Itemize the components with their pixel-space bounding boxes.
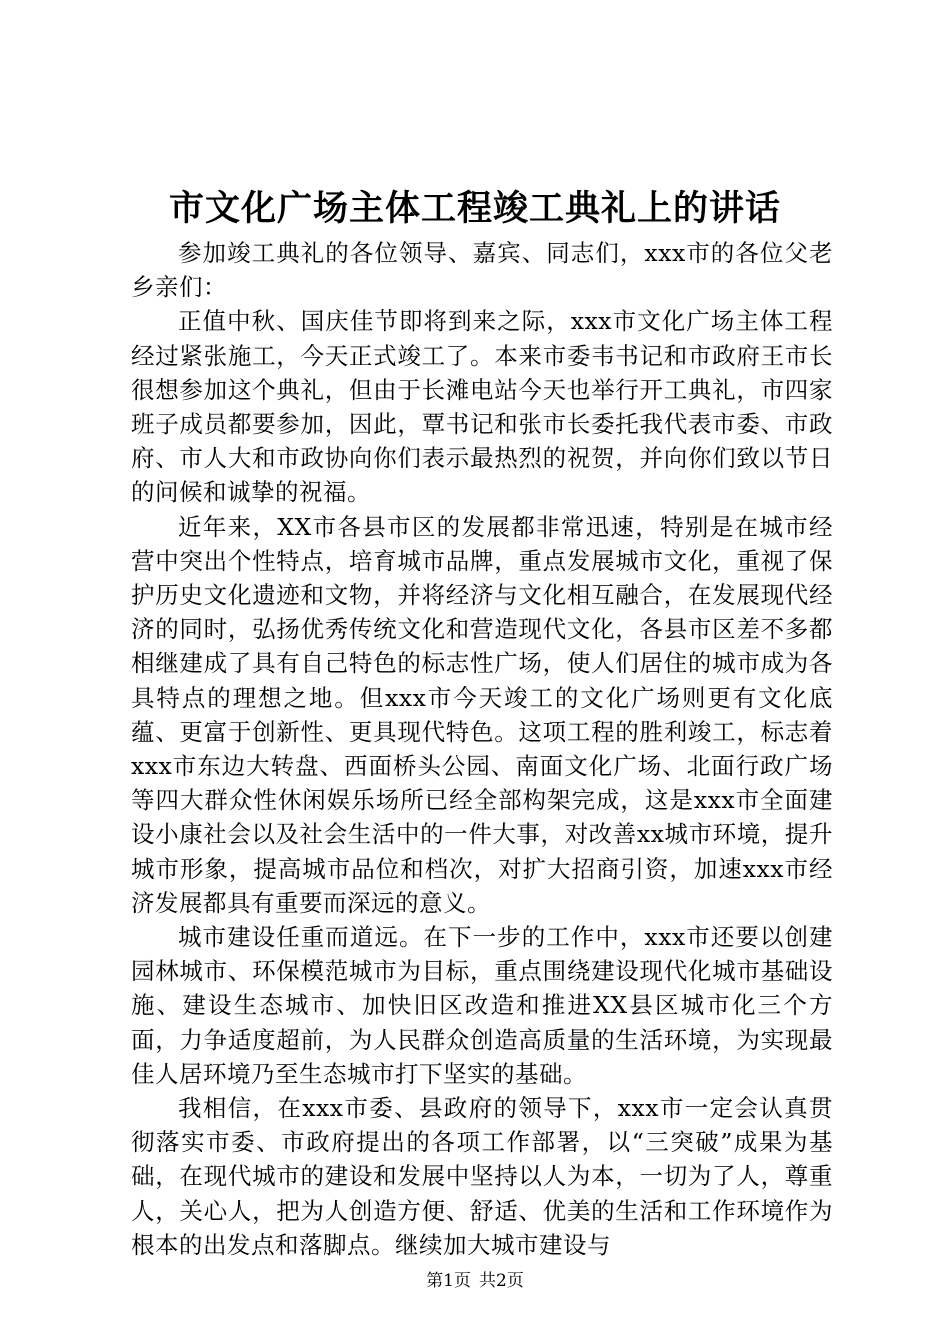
page-number: 第1页 bbox=[426, 1271, 471, 1291]
page-total: 共2页 bbox=[479, 1271, 524, 1291]
document-title: 市文化广场主体工程竣工典礼上的讲话 bbox=[168, 188, 781, 229]
document-body bbox=[131, 236, 833, 1262]
paragraph-opening: 正值中秋、国庆佳节即将到来之际，xxx市文化广场主体工程经过紧张施工，今天正式竣工了。本来市委韦书记和市政府王市长很想参加这个典礼，但由于长滩电站今天也举行开工典礼，市四家班子成员都要参加，因此，覃书记和张市长委托我代表市委、市政府、市人大和市政协向你们表示最热烈的祝贺，并向你们致以节日的问候和诚挚的祝福。 bbox=[131, 307, 833, 507]
paragraph-salutation: 参加竣工典礼的各位领导、嘉宾、同志们，xxx市的各位父老乡亲们： bbox=[131, 239, 833, 302]
paragraph-development: 近年来，XX市各县市区的发展都非常迅速，特别是在城市经营中突出个性特点，培育城市品牌，重点发展城市文化，重视了保护历史文化遗迹和文物，并将经济与文化相互融合，在发展现代经济的同时，弘扬优秀传统文化和营造现代文化，各县市区差不多都相继建成了具有自己特色的标志性广场，使人们居住的城市成为各具特点的理想之地。但xxx市今天竣工的文化广场则更有文化底蕴、更富于创新性、更具现代特色。这项工程的胜利竣工，标志着xxx市东边大转盘、西面桥头公园、南面文化广场、北面行政广场等四大群众性休闲娱乐场所已经全部构架完成，这是xxx市全面建设小康社会以及社会生活中的一件大事，对改善xx城市环境，提升城市形象，提高城市品位和档次，对扩大招商引资，加速xxx市经济发展都具有重要而深远的意义。 bbox=[131, 512, 833, 917]
paragraph-confidence: 我相信，在xxx市委、县政府的领导下，xxx市一定会认真贯彻落实市委、市政府提出的各项工作部署，以“三突破”成果为基础，在现代城市的建设和发展中坚持以人为本，一切为了人，尊重人，关心人，把为人创造方便、舒适、优美的生活和工作环境作为根本的出发点和落脚点。继续加大城市建设与 bbox=[131, 1094, 833, 1259]
page-footer bbox=[0, 1269, 950, 1293]
paragraph-construction-goals: 城市建设任重而道远。在下一步的工作中，xxx市还要以创建园林城市、环保模范城市为目标，重点围绕建设现代化城市基础设施、建设生态城市、加快旧区改造和推进XX县区城市化三个方面，力争适度超前，为人民群众创造高质量的生活环境，为实现最佳人居环境乃至生态城市打下坚实的基础。 bbox=[131, 923, 833, 1088]
